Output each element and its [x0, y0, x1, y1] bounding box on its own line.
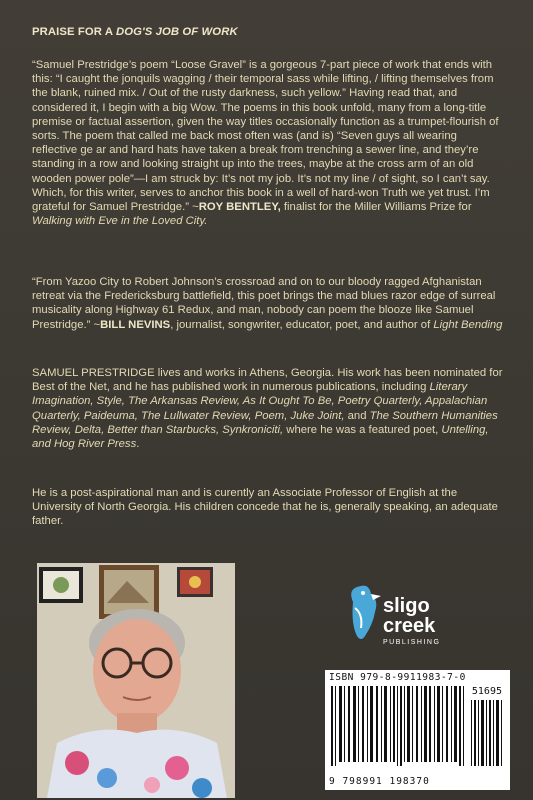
publisher-name-3: PUBLISHING: [383, 639, 441, 646]
praise-heading: PRAISE FOR A DOG'S JOB OF WORK: [32, 26, 238, 38]
author-photo: [37, 563, 235, 798]
blurb-bentley: “Samuel Prestridge’s poem “Loose Gravel” is a gorgeous 7-part piece of work that ends with this: “I caught the jonquils wagging / their temporal sass while lifting, / lifting themselves from the blank, ruined mix. / Out of the rusty darkness, such yellow.” Having read that, and considered it, I begin with a big Wow. The poems in this book unfold, many from a long-title premise or factual assertion, given the way titles occasionally function as a trumpet-flourish of sorts. The poem that called me back most often was (and is) “Seven guys all wearing reflective ge ar and hard hats have taken a break from trenching a sewer line, and they’re standing in a row and looking straight up into the trees, maybe at the cross arm of an old wooden power pole”—I am struck by: It’s not my job. It’s not my line / of sight, so I can’t say. Which, for this writer, serves to anchor this book in a well of hard-won Truth we yet trust. I’m grateful for Samuel Prestridge.” ~ROY BENTLEY, finalist for the Miller Williams Prize for Walking with Eve in the Loved City.: [32, 59, 499, 228]
isbn-label: ISBN 979-8-9911983-7-0: [329, 672, 466, 683]
blurb-nevins: “From Yazoo City to Robert Johnson’s crossroad and on to our bloody ragged Afghanistan retreat via the Fredericksburg battlefield, this poet brings the mad blues razor edge of surreal musicality along Highway 61 Redux, and man, nobody can poem the blooze like Samuel Prestridge.” ~BILL NEVINS, journalist, songwriter, educator, poet, and author of Light Bending: [32, 276, 503, 331]
author-bio-2: He is a post-aspirational man and is curently an Associate Professor of English at the University of North Georgia. His children concede that he is, generally speaking, an adequate father.: [32, 487, 498, 528]
barcode-bars: [329, 686, 506, 774]
publisher-name-2: creek: [383, 615, 436, 637]
isbn-barcode: [325, 670, 510, 790]
publisher-logo: [335, 578, 455, 658]
isbn-digits: 9 798991 198370: [329, 776, 430, 787]
publisher-name-1: sligo: [383, 595, 430, 617]
price-code: 51695: [471, 686, 502, 697]
author-bio: SAMUEL PRESTRIDGE lives and works in Athens, Georgia. His work has been nominated for Best of the Net, and he has published work in numerous publications, including Literary Imagination, Style, The Arkansas Review, As It Ought To Be, Poetry Quarterly, Appalachian Quarterly, Paideuma, The Lullwater Review, Poem, Juke Joint, and The Southern Humanities Review, Delta, Better than Starbucks, Synkroniciti, where he was a featured poet, Untelling, and Hog River Press.: [32, 367, 503, 451]
